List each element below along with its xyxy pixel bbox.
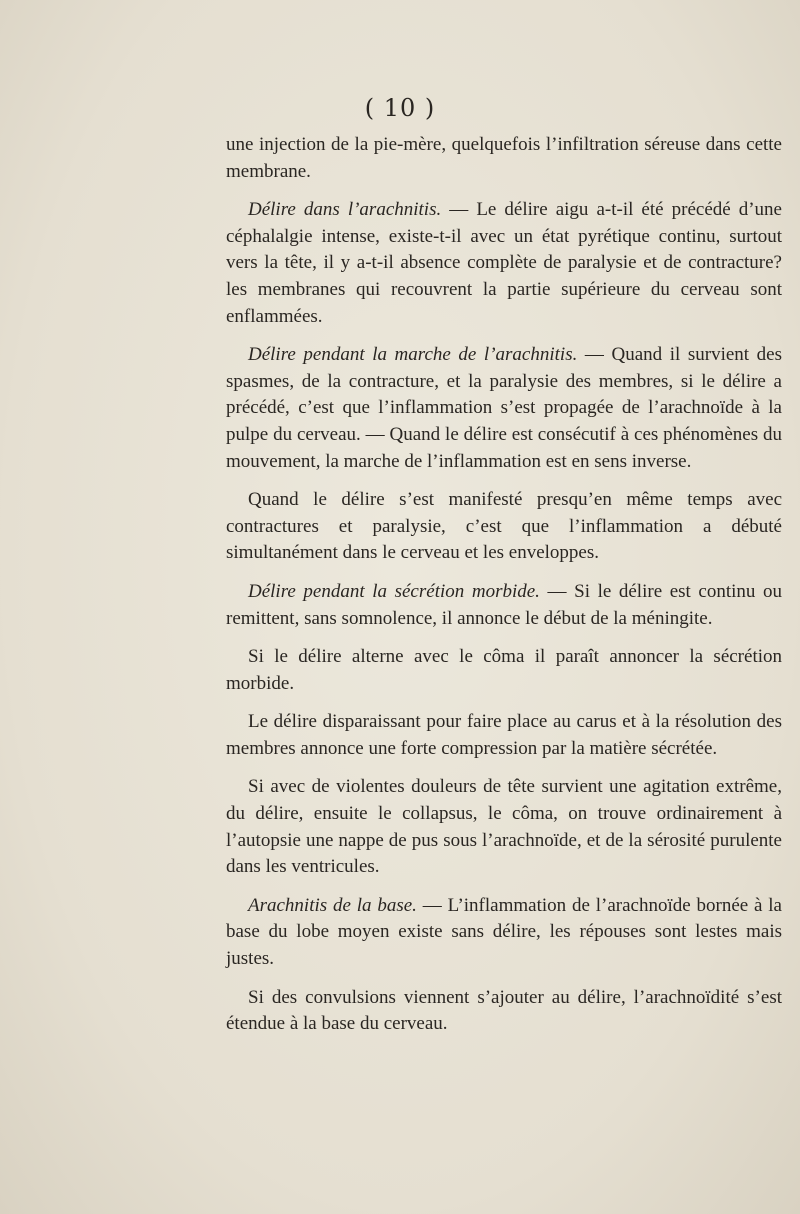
body-text [226, 132, 782, 1050]
paragraph-text: Si des convulsions viennent s’ajouter au délire, l’arachnoïdité s’est étendue à la base du cerveau. [226, 986, 782, 1035]
paragraph [226, 893, 782, 973]
paragraph [226, 132, 782, 185]
paragraph [226, 985, 782, 1038]
section-heading: Délire pendant la sécrétion morbide. [248, 580, 540, 602]
paragraph-text: Quand le délire s’est manifesté presqu’en même temps avec contractures et paralysie, c’est que l’inflammation a débuté simultanément dans le cerveau et les enveloppes. [226, 489, 782, 564]
paragraph [226, 774, 782, 880]
section-heading: Arachnitis de la base. [248, 894, 417, 916]
paragraph [226, 709, 782, 762]
paragraph-text: — L’inflammation de l’arachnoïde bornée à la base du lobe moyen existe sans délire, les répouses sont lestes mais justes. [226, 894, 782, 970]
paragraph-text: Si le délire alterne avec le côma il paraît annoncer la sécrétion morbide. [226, 646, 782, 694]
paragraph-text: une injection de la pie-mère, quelquefois l’infiltration séreuse dans cette membrane. [226, 134, 782, 182]
section-heading: Délire dans l’arachnitis. [248, 199, 442, 221]
paragraph [226, 197, 782, 330]
paragraph-text: — Quand il survient des spasmes, de la contracture, et la paralysie des membres, si le délire a précédé, c’est que l’inflammation s’est propagée de l’arachnoïde à la pulpe du cerveau. — Quand le délire est consécutif à ces phénomènes du mouvement, la marche de l’inflammation est en sens inverse. [226, 344, 782, 472]
paragraph-text: — Si le délire est continu ou remittent, sans somnolence, il annonce le début de la méningite. [226, 580, 783, 629]
paragraph-text: Si avec de violentes douleurs de tête survient une agitation extrême, du délire, ensuite le collapsus, le côma, on trouve ordinairement à l’autopsie une nappe de pus sous l’arachnoïde, et de la sérosité purulente dans les ventricules. [226, 776, 782, 878]
section-heading: Délire pendant la marche de l’arachnitis. [248, 344, 578, 366]
paragraph [226, 579, 782, 632]
paragraph-text: — Le délire aigu a-t-il été précédé d’une céphalalgie intense, existe-t-il avec un état pyrétique continu, surtout vers la tête, il y a-t-il absence complète de paralysie et de contracture? les membranes qui recouvrent la partie supérieure du cerveau sont enflammées. [226, 199, 782, 327]
paragraph [226, 644, 782, 697]
page-number: ( 10 ) [364, 94, 436, 122]
paragraph-text: Le délire disparaissant pour faire place au carus et à la résolution des membres annonce une forte compression par la matière sécrétée. [226, 711, 782, 759]
paragraph [226, 342, 782, 475]
paragraph [226, 487, 782, 567]
